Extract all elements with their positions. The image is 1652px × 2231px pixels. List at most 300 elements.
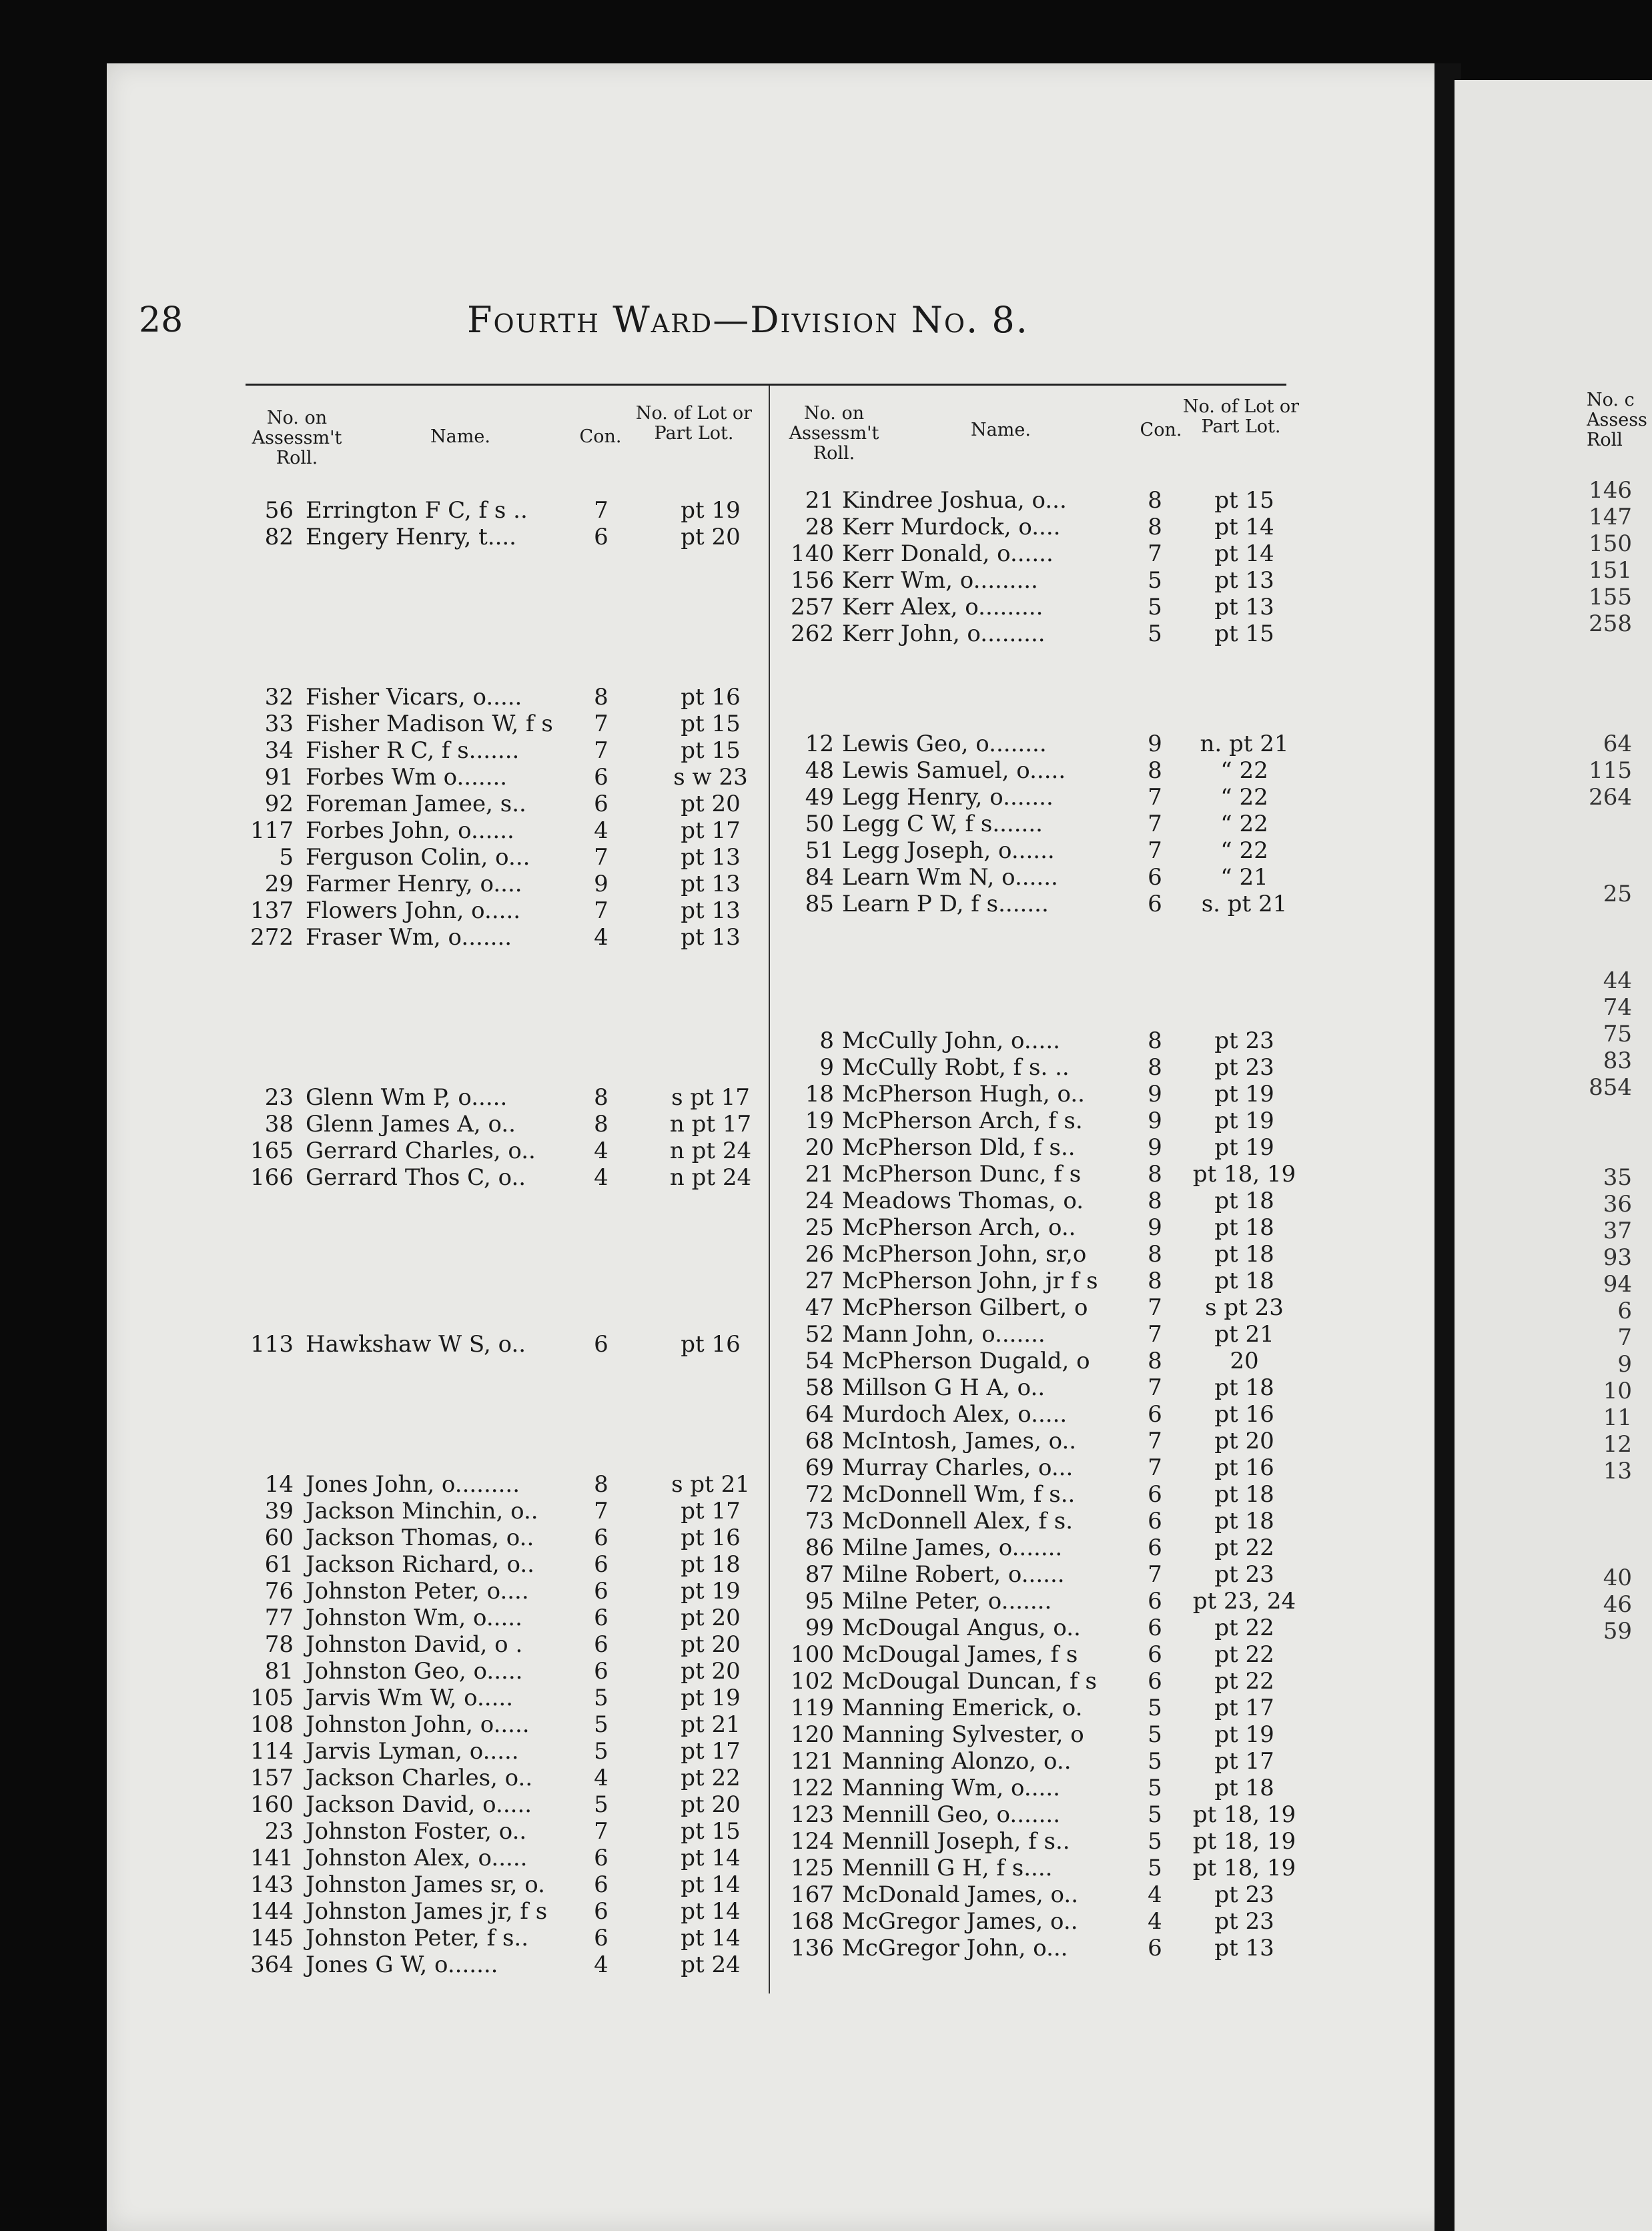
resident-name: McIntosh, James, o.. [842,1428,1077,1454]
right-row [0,1107,1652,1134]
resident-name: Legg C W, f s....... [842,811,1043,837]
concession: 5 [594,1685,608,1711]
lot-number: pt 14 [1214,540,1274,567]
concession: 5 [1148,1721,1162,1748]
concession: 6 [594,1578,608,1605]
right-row [0,1935,1652,1961]
concession: 5 [594,1738,608,1765]
concession: 5 [1148,1748,1162,1775]
concession: 8 [1148,757,1162,784]
concession: 6 [1148,1481,1162,1508]
roll-number: 122 [791,1775,834,1801]
lot-number: “ 22 [1220,784,1268,811]
resident-name: Learn P D, f s....... [842,891,1049,917]
lot-number: pt 21 [681,1711,741,1738]
lot-number: pt 23 [1214,1054,1274,1081]
roll-number: 64 [805,1401,834,1428]
right-header-name: Name. [971,420,1031,440]
roll-number: 95 [805,1588,834,1615]
left-header-name: Name. [430,426,490,447]
lot-number: pt 17 [681,1498,741,1524]
left-header-con: Con. [579,426,622,447]
resident-name: Jones G W, o....... [306,1951,498,1978]
lot-number: n pt 17 [669,1111,752,1138]
concession: 6 [1148,891,1162,917]
resident-name: Jackson David, o..... [306,1791,532,1818]
right-row [0,620,1652,647]
resident-name: Kerr Murdock, o.... [842,514,1061,540]
concession: 8 [1148,514,1162,540]
right-row [0,1428,1652,1454]
next-page-roll-number: 40 [1603,1565,1632,1591]
lot-number: “ 22 [1220,757,1268,784]
roll-number: 9 [819,1054,834,1081]
concession: 6 [1148,1534,1162,1561]
resident-name: McPherson Dugald, o [842,1348,1090,1374]
resident-name: Ferguson Colin, o... [306,844,530,871]
resident-name: Forbes Wm o....... [306,764,508,791]
resident-name: Kerr Donald, o...... [842,540,1054,567]
lot-number: pt 15 [681,711,741,737]
roll-number: 143 [250,1871,294,1898]
resident-name: Flowers John, o..... [306,897,521,924]
resident-name: Johnston Geo, o..... [306,1658,523,1685]
concession: 8 [1148,1241,1162,1268]
left-header-lot: No. of Lot or Part Lot. [635,403,753,444]
concession: 7 [1148,1428,1162,1454]
right-row [0,540,1652,567]
concession: 4 [1148,1881,1162,1908]
lot-number: pt 14 [681,1898,741,1925]
next-page-roll-number: 155 [1589,584,1632,610]
resident-name: Johnston Alex, o..... [306,1845,528,1871]
resident-name: McPherson Arch, f s. [842,1107,1083,1134]
concession: 7 [594,897,608,924]
lot-number: pt 15 [681,1818,741,1845]
roll-number: 33 [264,711,294,737]
right-row [0,1027,1652,1054]
roll-number: 166 [250,1164,294,1191]
next-page-roll-number: 35 [1603,1164,1632,1191]
right-row [0,1561,1652,1588]
roll-number: 77 [264,1605,294,1631]
resident-name: Kindree Joshua, o... [842,487,1067,514]
lot-number: pt 22 [1214,1668,1274,1695]
resident-name: Johnston Peter, o.... [306,1578,529,1605]
resident-name: Lewis Geo, o........ [842,731,1047,757]
concession: 6 [1148,1588,1162,1615]
roll-number: 121 [791,1748,834,1775]
concession: 5 [1148,567,1162,594]
resident-name: Jackson Thomas, o.. [306,1524,534,1551]
right-row [0,784,1652,811]
resident-name: Johnston John, o..... [306,1711,530,1738]
right-row [0,1881,1652,1908]
resident-name: Jackson Minchin, o.. [306,1498,538,1524]
concession: 7 [1148,1561,1162,1588]
right-row [0,1454,1652,1481]
next-page-roll-number: 75 [1603,1021,1632,1047]
roll-number: 24 [805,1188,834,1214]
lot-number: pt 13 [681,871,741,897]
roll-number: 60 [264,1524,294,1551]
lot-number: pt 22 [681,1765,741,1791]
roll-number: 38 [264,1111,294,1138]
lot-number: pt 18 [1214,1214,1274,1241]
roll-number: 47 [805,1294,834,1321]
roll-number: 124 [791,1828,834,1855]
resident-name: Millson G H A, o.. [842,1374,1046,1401]
lot-number: pt 17 [1214,1748,1274,1775]
resident-name: McDougal James, f s [842,1641,1078,1668]
resident-name: Gerrard Charles, o.. [306,1138,536,1164]
next-page-roll-number: 6 [1617,1298,1632,1324]
roll-number: 120 [791,1721,834,1748]
concession: 9 [594,871,608,897]
concession: 8 [1148,1188,1162,1214]
lot-number: pt 23 [1214,1881,1274,1908]
roll-number: 136 [791,1935,834,1961]
concession: 7 [1148,1454,1162,1481]
lot-number: s. pt 21 [1201,891,1288,917]
resident-name: Fisher R C, f s....... [306,737,520,764]
next-page-header: No. c Assess Roll [1587,390,1647,450]
concession: 4 [594,1951,608,1978]
concession: 8 [594,1084,608,1111]
roll-number: 167 [791,1881,834,1908]
roll-number: 81 [264,1658,294,1685]
right-row [0,1588,1652,1615]
roll-number: 92 [264,791,294,817]
roll-number: 23 [264,1084,294,1111]
lot-number: pt 19 [681,1685,741,1711]
right-row [0,1161,1652,1188]
roll-number: 56 [264,497,294,524]
roll-number: 84 [805,864,834,891]
lot-number: pt 14 [681,1845,741,1871]
concession: 6 [594,791,608,817]
resident-name: Jackson Charles, o.. [306,1765,533,1791]
page-title: Fourth Ward—Division No. 8. [467,299,1029,341]
roll-number: 39 [264,1498,294,1524]
resident-name: Kerr Wm, o......... [842,567,1038,594]
roll-number: 86 [805,1534,834,1561]
roll-number: 144 [250,1898,294,1925]
roll-number: 262 [791,620,834,647]
lot-number: pt 18, 19 [1192,1828,1296,1855]
lot-number: s pt 21 [671,1471,750,1498]
concession: 7 [1148,811,1162,837]
roll-number: 105 [250,1685,294,1711]
resident-name: McPherson Gilbert, o [842,1294,1088,1321]
next-page-roll-number: 94 [1603,1271,1632,1298]
roll-number: 68 [805,1428,834,1454]
roll-number: 8 [819,1027,834,1054]
right-row [0,811,1652,837]
left-header-roll: No. on Assessm't Roll. [252,408,342,468]
roll-number: 168 [791,1908,834,1935]
concession: 8 [1148,1161,1162,1188]
roll-number: 82 [264,524,294,550]
resident-name: Milne James, o....... [842,1534,1063,1561]
resident-name: McPherson John, jr f s [842,1268,1098,1294]
concession: 8 [1148,1268,1162,1294]
next-page-roll-number: 44 [1603,967,1632,994]
resident-name: Gerrard Thos C, o.. [306,1164,526,1191]
next-page-roll-number: 7 [1617,1324,1632,1351]
lot-number: pt 15 [1214,620,1274,647]
right-row [0,1908,1652,1935]
concession: 8 [594,1471,608,1498]
roll-number: 113 [250,1331,294,1358]
lot-number: pt 23, 24 [1192,1588,1296,1615]
roll-number: 5 [279,844,294,871]
roll-number: 23 [264,1818,294,1845]
roll-number: 160 [250,1791,294,1818]
lot-number: pt 19 [1214,1081,1274,1107]
resident-name: Murdoch Alex, o..... [842,1401,1068,1428]
lot-number: pt 16 [681,684,741,711]
resident-name: Hawkshaw W S, o.. [306,1331,526,1358]
roll-number: 69 [805,1454,834,1481]
lot-number: “ 22 [1220,837,1268,864]
resident-name: Johnston James jr, f s [306,1898,548,1925]
resident-name: McPherson Arch, o.. [842,1214,1076,1241]
concession: 6 [594,764,608,791]
next-page-roll-number: 36 [1603,1191,1632,1218]
roll-number: 108 [250,1711,294,1738]
concession: 8 [1148,1348,1162,1374]
lot-number: pt 18, 19 [1192,1161,1296,1188]
lot-number: pt 13 [681,897,741,924]
concession: 6 [594,1331,608,1358]
resident-name: Mennill Joseph, f s.. [842,1828,1070,1855]
lot-number: “ 22 [1220,811,1268,837]
roll-number: 157 [250,1765,294,1791]
roll-number: 257 [791,594,834,620]
roll-number: 52 [805,1321,834,1348]
roll-number: 165 [250,1138,294,1164]
lot-number: pt 19 [1214,1134,1274,1161]
concession: 6 [594,524,608,550]
concession: 8 [1148,487,1162,514]
right-row [0,864,1652,891]
resident-name: Jackson Richard, o.. [306,1551,534,1578]
lot-number: pt 14 [681,1925,741,1951]
resident-name: McPherson Dunc, f s [842,1161,1082,1188]
right-row [0,1481,1652,1508]
roll-number: 117 [250,817,294,844]
resident-name: Fraser Wm, o....... [306,924,512,951]
roll-number: 123 [791,1801,834,1828]
right-row [0,1081,1652,1107]
roll-number: 20 [805,1134,834,1161]
roll-number: 76 [264,1578,294,1605]
next-page-roll-number: 12 [1603,1431,1632,1458]
resident-name: Forbes John, o...... [306,817,514,844]
resident-name: McPherson Hugh, o.. [842,1081,1085,1107]
roll-number: 21 [805,487,834,514]
resident-name: McGregor James, o.. [842,1908,1078,1935]
concession: 5 [1148,1801,1162,1828]
lot-number: pt 20 [681,1658,741,1685]
roll-number: 100 [791,1641,834,1668]
page-number: 28 [139,300,183,340]
right-row [0,1534,1652,1561]
next-page-roll-number: 115 [1589,757,1632,784]
lot-number: pt 18 [1214,1374,1274,1401]
concession: 6 [1148,1615,1162,1641]
roll-number: 21 [805,1161,834,1188]
resident-name: Manning Wm, o..... [842,1775,1060,1801]
lot-number: pt 13 [1214,594,1274,620]
right-row [0,1348,1652,1374]
right-row [0,1828,1652,1855]
concession: 5 [1148,594,1162,620]
concession: 6 [1148,1668,1162,1695]
concession: 7 [594,497,608,524]
concession: 6 [1148,864,1162,891]
right-row [0,891,1652,917]
roll-number: 51 [805,837,834,864]
lot-number: pt 18, 19 [1192,1855,1296,1881]
resident-name: Farmer Henry, o.... [306,871,522,897]
roll-number: 102 [791,1668,834,1695]
roll-number: 14 [264,1471,294,1498]
resident-name: Learn Wm N, o...... [842,864,1058,891]
concession: 6 [594,1658,608,1685]
roll-number: 34 [264,737,294,764]
resident-name: McPherson Dld, f s.. [842,1134,1076,1161]
resident-name: McDonnell Wm, f s.. [842,1481,1076,1508]
concession: 5 [1148,1828,1162,1855]
resident-name: Foreman Jamee, s.. [306,791,526,817]
right-row [0,731,1652,757]
roll-number: 99 [805,1615,834,1641]
right-row [0,1615,1652,1641]
roll-number: 49 [805,784,834,811]
resident-name: Manning Emerick, o. [842,1695,1083,1721]
lot-number: pt 23 [1214,1561,1274,1588]
lot-number: pt 19 [1214,1721,1274,1748]
lot-number: n pt 24 [669,1138,752,1164]
resident-name: McDonald James, o.. [842,1881,1079,1908]
lot-number: pt 13 [1214,1935,1274,1961]
right-row [0,487,1652,514]
roll-number: 141 [250,1845,294,1871]
concession: 7 [1148,837,1162,864]
right-row [0,1855,1652,1881]
next-page-roll-number: 46 [1603,1591,1632,1618]
roll-number: 26 [805,1241,834,1268]
concession: 6 [1148,1641,1162,1668]
lot-number: pt 21 [1214,1321,1274,1348]
concession: 7 [594,1818,608,1845]
lot-number: pt 20 [681,1605,741,1631]
lot-number: pt 19 [681,497,741,524]
next-page-roll-number: 10 [1603,1378,1632,1404]
resident-name: McCully John, o..... [842,1027,1060,1054]
right-row [0,1508,1652,1534]
lot-number: pt 22 [1214,1534,1274,1561]
concession: 6 [594,1845,608,1871]
roll-number: 73 [805,1508,834,1534]
concession: 7 [1148,1374,1162,1401]
lot-number: “ 21 [1220,864,1268,891]
lot-number: pt 15 [681,737,741,764]
concession: 5 [1148,620,1162,647]
next-page-roll-number: 151 [1589,557,1632,584]
next-page-roll-number: 13 [1603,1458,1632,1484]
concession: 6 [594,1524,608,1551]
roll-number: 140 [791,540,834,567]
lot-number: s pt 23 [1205,1294,1284,1321]
lot-number: s pt 17 [671,1084,750,1111]
lot-number: pt 17 [1214,1695,1274,1721]
resident-name: Errington F C, f s .. [306,497,528,524]
right-row [0,1695,1652,1721]
roll-number: 12 [805,731,834,757]
lot-number: pt 18 [1214,1188,1274,1214]
resident-name: Fisher Madison W, f s [306,711,553,737]
resident-name: Glenn Wm P, o..... [306,1084,508,1111]
roll-number: 78 [264,1631,294,1658]
lot-number: pt 23 [1214,1908,1274,1935]
concession: 7 [1148,1321,1162,1348]
next-page-roll-number: 258 [1589,610,1632,637]
roll-number: 114 [250,1738,294,1765]
resident-name: Johnston David, o . [306,1631,523,1658]
next-page-roll-number: 74 [1603,994,1632,1021]
concession: 4 [594,1164,608,1191]
concession: 4 [1148,1908,1162,1935]
concession: 9 [1148,1134,1162,1161]
concession: 7 [1148,540,1162,567]
next-page-roll-number: 93 [1603,1244,1632,1271]
roll-number: 58 [805,1374,834,1401]
lot-number: pt 13 [681,924,741,951]
right-row [0,1294,1652,1321]
roll-number: 27 [805,1268,834,1294]
right-row [0,1374,1652,1401]
right-row [0,1268,1652,1294]
lot-number: pt 18 [1214,1241,1274,1268]
resident-name: McCully Robt, f s. .. [842,1054,1070,1081]
lot-number: pt 20 [681,791,741,817]
next-page-roll-number: 150 [1589,530,1632,557]
concession: 6 [594,1605,608,1631]
roll-number: 119 [791,1695,834,1721]
lot-number: pt 18 [1214,1481,1274,1508]
concession: 8 [594,1111,608,1138]
resident-name: Legg Henry, o....... [842,784,1054,811]
lot-number: pt 16 [681,1524,741,1551]
roll-number: 125 [791,1855,834,1881]
roll-number: 29 [264,871,294,897]
right-row [0,1748,1652,1775]
next-page-roll-number: 9 [1617,1351,1632,1378]
resident-name: Fisher Vicars, o..... [306,684,522,711]
concession: 9 [1148,1214,1162,1241]
resident-name: Glenn James A, o.. [306,1111,516,1138]
concession: 8 [1148,1054,1162,1081]
lot-number: pt 20 [1214,1428,1274,1454]
next-page-roll-number: 37 [1603,1218,1632,1244]
right-row [0,1401,1652,1428]
lot-number: pt 24 [681,1951,741,1978]
resident-name: Manning Alonzo, o.. [842,1748,1072,1775]
concession: 7 [1148,1294,1162,1321]
